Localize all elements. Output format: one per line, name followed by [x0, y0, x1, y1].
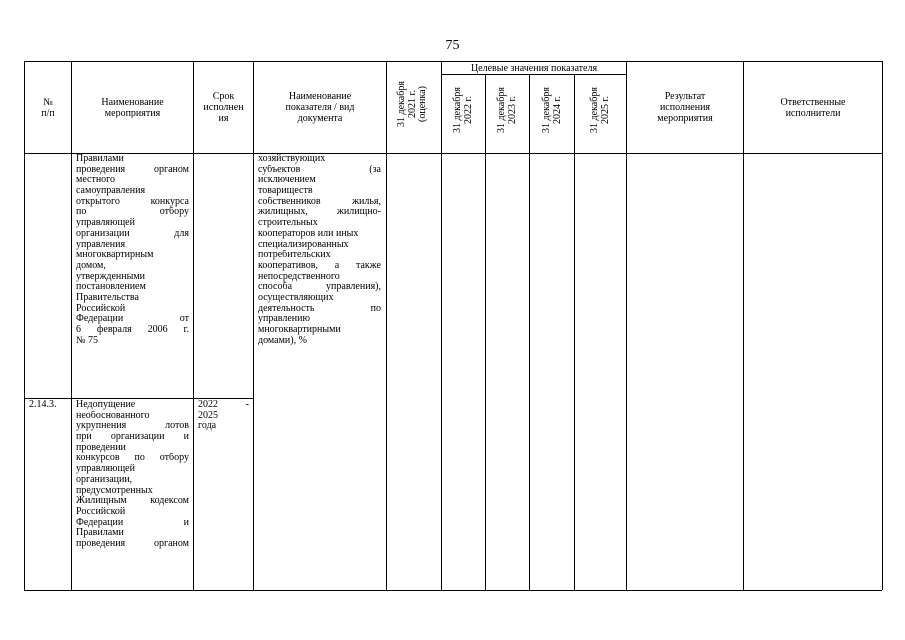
- text-line: 2024 г.: [551, 96, 563, 124]
- header-year-2023: [496, 80, 517, 140]
- text-line: деятельность по: [258, 303, 381, 314]
- header-event-name: [72, 62, 193, 153]
- text-line: при организации и: [76, 432, 189, 443]
- text-line: исполнен: [203, 102, 244, 113]
- text-line: потребительских: [258, 250, 331, 261]
- text-line: организации для: [76, 228, 189, 239]
- text-line: многоквартирными: [258, 325, 341, 335]
- text-line: проведении: [76, 442, 126, 453]
- text-line: №: [43, 96, 53, 108]
- header-responsible: [744, 62, 882, 153]
- text-line: Российской: [76, 506, 126, 517]
- row-divider: [24, 398, 253, 399]
- text-line: Правилами: [76, 154, 124, 164]
- text-line: показателя / вид: [285, 102, 355, 113]
- text-line: Федерации и: [76, 517, 189, 528]
- text-line: Федерации от: [76, 314, 189, 325]
- text-line: постановлением: [76, 282, 146, 293]
- text-line: 31 декабря: [496, 87, 507, 133]
- text-line: предусмотренных: [76, 485, 153, 496]
- item-deadline: [198, 400, 249, 432]
- header-indicator: [254, 62, 386, 153]
- text-line: Результат: [664, 91, 706, 103]
- header-year-2021: [396, 68, 428, 140]
- text-line: строительных: [258, 218, 318, 229]
- text-line: кооперативов, а также: [258, 260, 381, 271]
- text-line: мероприятия: [104, 107, 161, 119]
- text-line: самоуправления: [76, 186, 146, 197]
- page-number: 75: [445, 38, 460, 53]
- indicator-text: [258, 154, 381, 346]
- text-line: организации,: [76, 474, 133, 485]
- target-group-divider: [441, 74, 627, 75]
- table-bottom-border: [24, 590, 882, 591]
- header-deadline: [194, 62, 253, 153]
- text-line: товариществ: [258, 186, 313, 197]
- text-line: Срок: [212, 91, 235, 103]
- header-number: [25, 62, 71, 153]
- text-line: 31 декабря: [452, 87, 463, 133]
- text-line: года: [198, 421, 217, 432]
- text-line: исполнения: [659, 102, 711, 113]
- text-line: 2022 г.: [462, 96, 474, 124]
- text-line: исключением: [258, 175, 316, 186]
- text-line: Недопущение: [76, 400, 136, 410]
- header-target-values: Целевые значения показателя: [470, 62, 598, 74]
- text-line: ия: [218, 112, 229, 124]
- text-line: 2025 г.: [599, 96, 611, 124]
- text-line: 6 февраля 2006 г.: [76, 325, 189, 335]
- header-year-2025: [589, 80, 610, 140]
- text-line: 31 декабря: [541, 87, 552, 133]
- text-line: необоснованного: [76, 410, 150, 421]
- text-line: многоквартирным: [76, 250, 154, 261]
- header-result: [627, 62, 743, 153]
- text-line: домами), %: [258, 335, 307, 346]
- text-line: Российской: [76, 303, 126, 314]
- text-line: 2023 г.: [506, 96, 518, 124]
- text-line: проведения органом: [76, 538, 189, 549]
- text-line: Ответственные: [780, 96, 846, 108]
- text-line: документа: [297, 112, 343, 124]
- text-line: п/п: [41, 107, 55, 119]
- text-line: 2021 г.: [406, 90, 418, 118]
- text-line: 31 декабря: [396, 81, 407, 127]
- text-line: осуществляющих: [258, 292, 334, 303]
- text-line: управляющей: [76, 464, 135, 475]
- text-line: местного: [76, 175, 116, 186]
- text-line: собственников жилья,: [258, 196, 381, 207]
- text-line: Правительства: [76, 292, 139, 303]
- header-year-2022: [452, 80, 473, 140]
- text-line: домом,: [76, 260, 106, 271]
- text-line: способа управления),: [258, 282, 381, 293]
- text-line: Жилищным кодексом: [76, 496, 189, 507]
- text-line: исполнители: [785, 107, 841, 119]
- text-line: жилищных, жилищно-: [258, 207, 381, 218]
- text-line: проведения органом: [76, 164, 189, 175]
- text-line: утвержденными: [76, 271, 146, 282]
- text-line: конкурсов по отбору: [76, 453, 189, 464]
- text-line: управлению: [258, 314, 310, 325]
- text-line: непосредственного: [258, 271, 340, 282]
- text-line: хозяйствующих: [258, 154, 326, 164]
- text-line: открытого конкурса: [76, 196, 189, 207]
- text-line: субъектов (за: [258, 164, 381, 175]
- text-line: мероприятия: [657, 112, 713, 124]
- item-number: 2.14.3.: [29, 399, 57, 410]
- text-line: специализированных: [258, 239, 349, 250]
- text-line: Наименование: [288, 91, 352, 103]
- text-line: Наименование: [101, 96, 164, 108]
- text-line: управляющей: [76, 218, 135, 229]
- text-line: (оценка): [417, 86, 429, 122]
- text-line: 2022 -: [198, 400, 249, 410]
- text-line: кооператоров или иных: [258, 228, 359, 239]
- text-line: № 75: [76, 335, 99, 346]
- text-line: по отбору: [76, 207, 189, 218]
- text-line: Правилами: [76, 528, 124, 539]
- text-line: 2025: [198, 410, 218, 421]
- text-line: укрупнения лотов: [76, 421, 189, 432]
- text-line: управления: [76, 239, 126, 250]
- text-line: 31 декабря: [589, 87, 600, 133]
- item-event-text: [76, 400, 189, 550]
- header-year-2024: [541, 80, 562, 140]
- continued-event-text: [76, 154, 189, 346]
